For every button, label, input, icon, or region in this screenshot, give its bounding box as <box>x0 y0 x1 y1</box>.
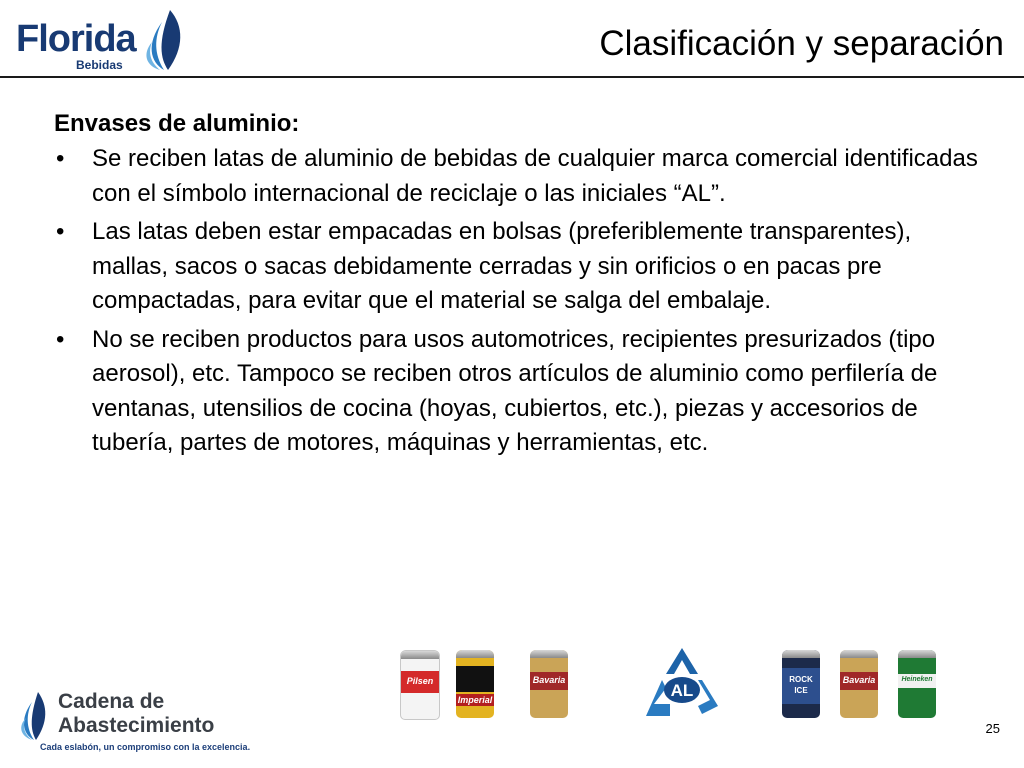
rock-ice-can-image <box>782 650 820 718</box>
logo-drop-icon <box>140 8 184 72</box>
can-label: Pilsen <box>406 676 434 686</box>
can-label: Heineken <box>901 676 933 683</box>
header-divider <box>0 76 1024 78</box>
can-label: ROCK ICE <box>789 675 813 695</box>
bavaria-can-image <box>530 650 568 718</box>
main-content <box>54 108 984 465</box>
page-title: Clasificación y separación <box>599 24 1004 63</box>
logo-subtitle: Bebidas <box>76 58 123 72</box>
recycle-al-icon <box>640 644 724 724</box>
bullet-marker: • <box>56 325 65 353</box>
bullet-marker: • <box>56 145 65 172</box>
footer-drop-icon <box>18 690 48 742</box>
bullet-text: Se reciben latas de aluminio de bebidas de cualquier marca comercial identificadas con el símbolo internacional de reciclaje o las iniciales “AL”. <box>92 145 978 207</box>
footer-logo-line2: Abastecimiento <box>58 714 215 737</box>
bullet-item <box>54 142 984 211</box>
imperial-can-image <box>456 650 494 718</box>
pilsen-can-image <box>400 650 440 720</box>
can-label: Imperial <box>457 695 493 705</box>
bullet-text: Las latas deben estar empacadas en bolsas (preferiblemente transparentes), mallas, sacos o sacas debidamente cerradas y sin orificios o en pacas pre compactadas, para evitar que el material se salga del embalaje. <box>92 218 912 314</box>
footer-logo-line1: Cadena de <box>58 690 165 713</box>
bullet-item <box>54 215 984 319</box>
logo-wordmark: Florida <box>16 18 136 60</box>
bullet-item <box>54 323 984 461</box>
florida-bebidas-logo <box>14 8 186 74</box>
recycle-label: AL <box>670 681 694 700</box>
bullet-marker: • <box>56 218 65 245</box>
cadena-abastecimiento-logo <box>18 686 251 758</box>
cans-image-strip <box>396 644 946 724</box>
can-label: Bavaria <box>532 675 566 685</box>
heineken-can-image <box>898 650 936 718</box>
footer-tagline: Cada eslabón, un compromiso con la excelencia. <box>40 742 251 752</box>
bullet-text: No se reciben productos para usos automotrices, recipientes presurizados (tipo aerosol), etc. Tampoco se reciben otros artículos de aluminio como perfilería de ventanas, utensilios de cocina (hoyas, cubiertos, etc.), piezas y accesorios de tubería, partes de motores, máquinas y herramientas, etc. <box>92 325 938 456</box>
bavaria-can-image-2 <box>840 650 878 718</box>
section-heading: Envases de aluminio: <box>54 110 300 137</box>
can-label: Bavaria <box>842 675 876 685</box>
page-number: 25 <box>985 721 1000 736</box>
